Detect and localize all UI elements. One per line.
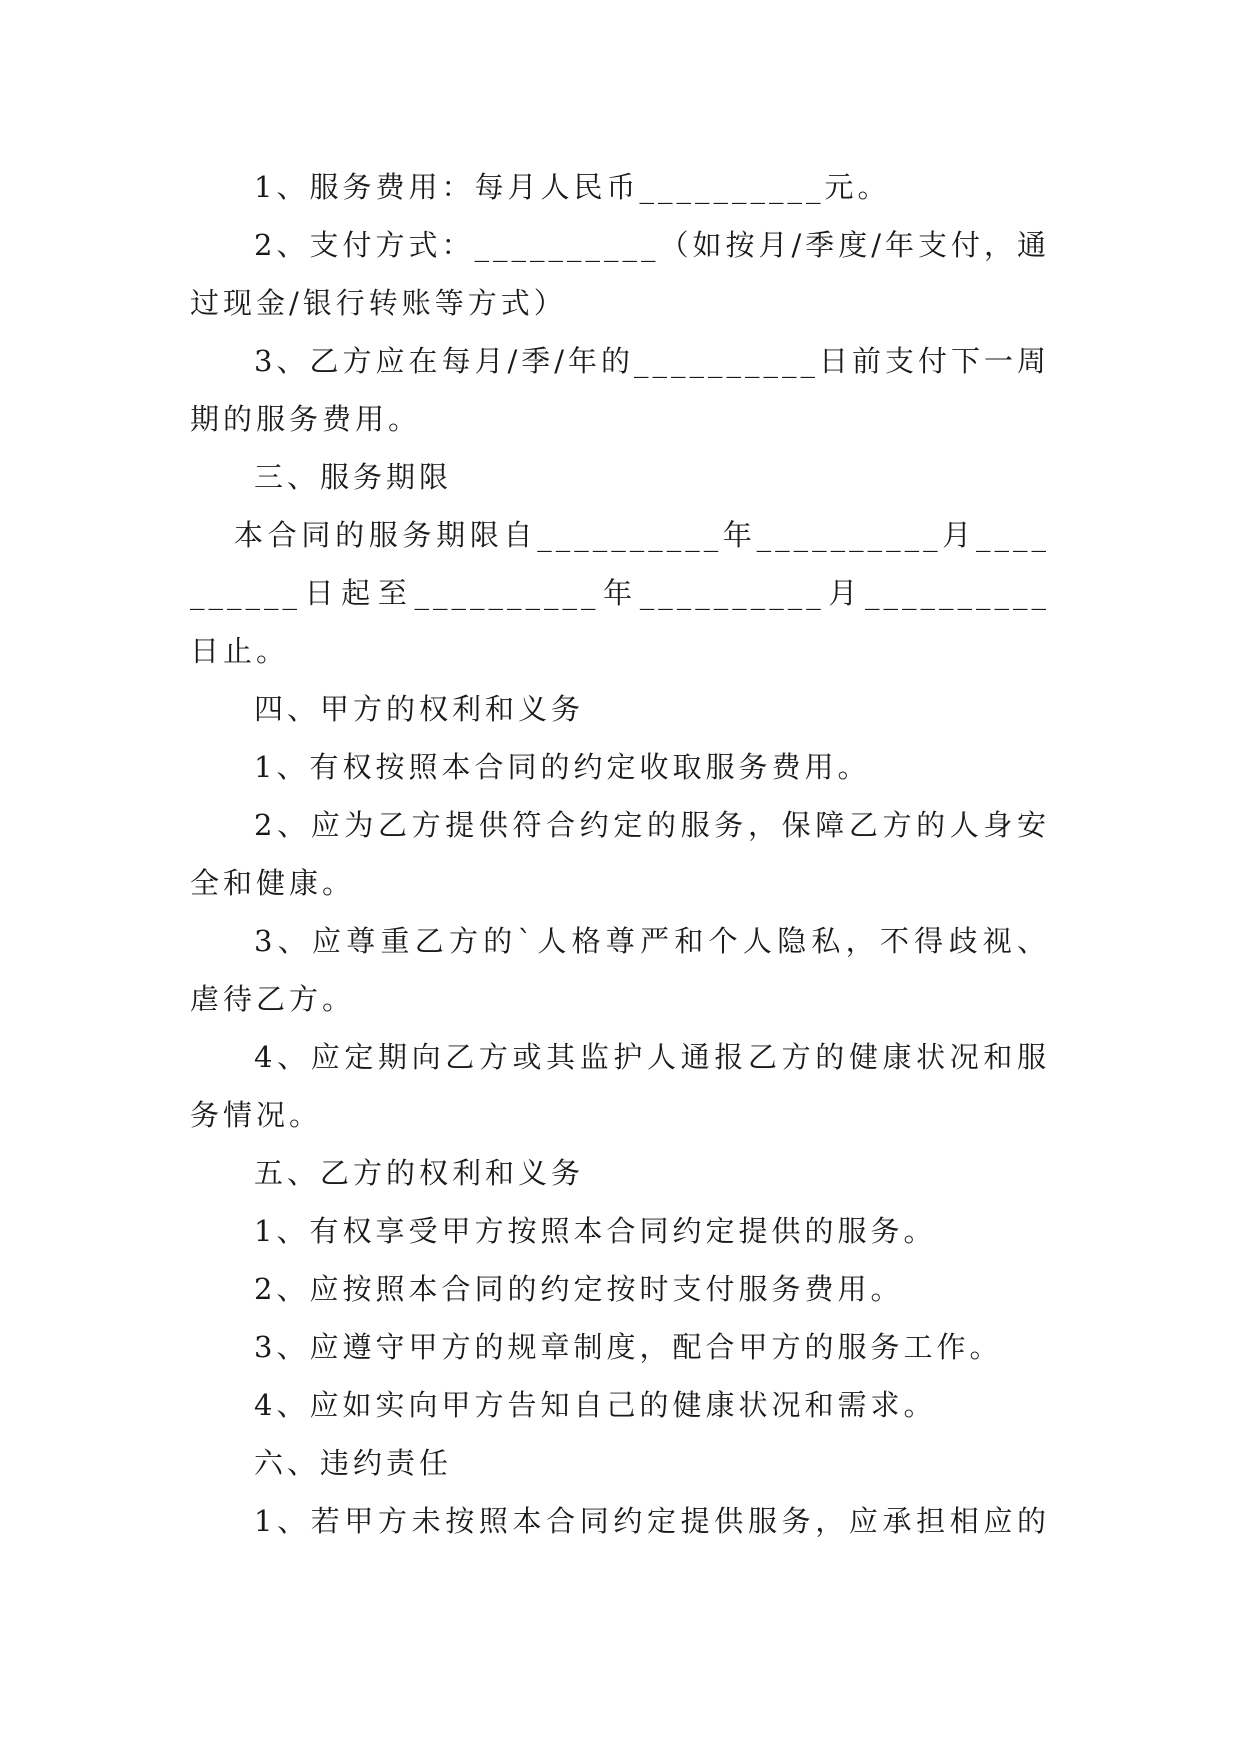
paragraph-party-b-2: 2、应按照本合同的约定按时支付服务费用。 [254, 1272, 904, 1306]
paragraph-service-term: 本合同的服务期限自__________年__________月__________日起至__________年__________月__________日止。 [190, 518, 1050, 668]
section-heading-party-b-rights: 五、乙方的权利和义务 [254, 1156, 585, 1190]
paragraph-breach-1: 1、若甲方未按照本合同约定提供服务，应承担相应的 [254, 1504, 1050, 1538]
paragraph-payment-deadline: 3、乙方应在每月/季/年的__________日前支付下一周期的服务费用。 [190, 344, 1050, 436]
document-body [190, 158, 1050, 1550]
section-heading-breach-liability: 六、违约责任 [254, 1446, 453, 1480]
paragraph-party-a-3: 3、应尊重乙方的`人格尊严和个人隐私，不得歧视、虐待乙方。 [190, 924, 1050, 1016]
paragraph-party-b-1: 1、有权享受甲方按照本合同约定提供的服务。 [254, 1214, 937, 1248]
paragraph-party-b-3: 3、应遵守甲方的规章制度，配合甲方的服务工作。 [254, 1330, 1003, 1364]
paragraph-payment-method: 2、支付方式：__________（如按月/季度/年支付，通过现金/银行转账等方式） [190, 228, 1050, 320]
paragraph-service-fee: 1、服务费用：每月人民币__________元。 [254, 170, 891, 204]
paragraph-party-a-2: 2、应为乙方提供符合约定的服务，保障乙方的人身安全和健康。 [190, 808, 1050, 900]
paragraph-party-a-1: 1、有权按照本合同的约定收取服务费用。 [254, 750, 871, 784]
section-heading-party-a-rights: 四、甲方的权利和义务 [254, 692, 585, 726]
paragraph-party-b-4: 4、应如实向甲方告知自己的健康状况和需求。 [254, 1388, 937, 1422]
section-heading-service-term: 三、服务期限 [254, 460, 453, 494]
paragraph-party-a-4: 4、应定期向乙方或其监护人通报乙方的健康状况和服务情况。 [190, 1040, 1050, 1132]
